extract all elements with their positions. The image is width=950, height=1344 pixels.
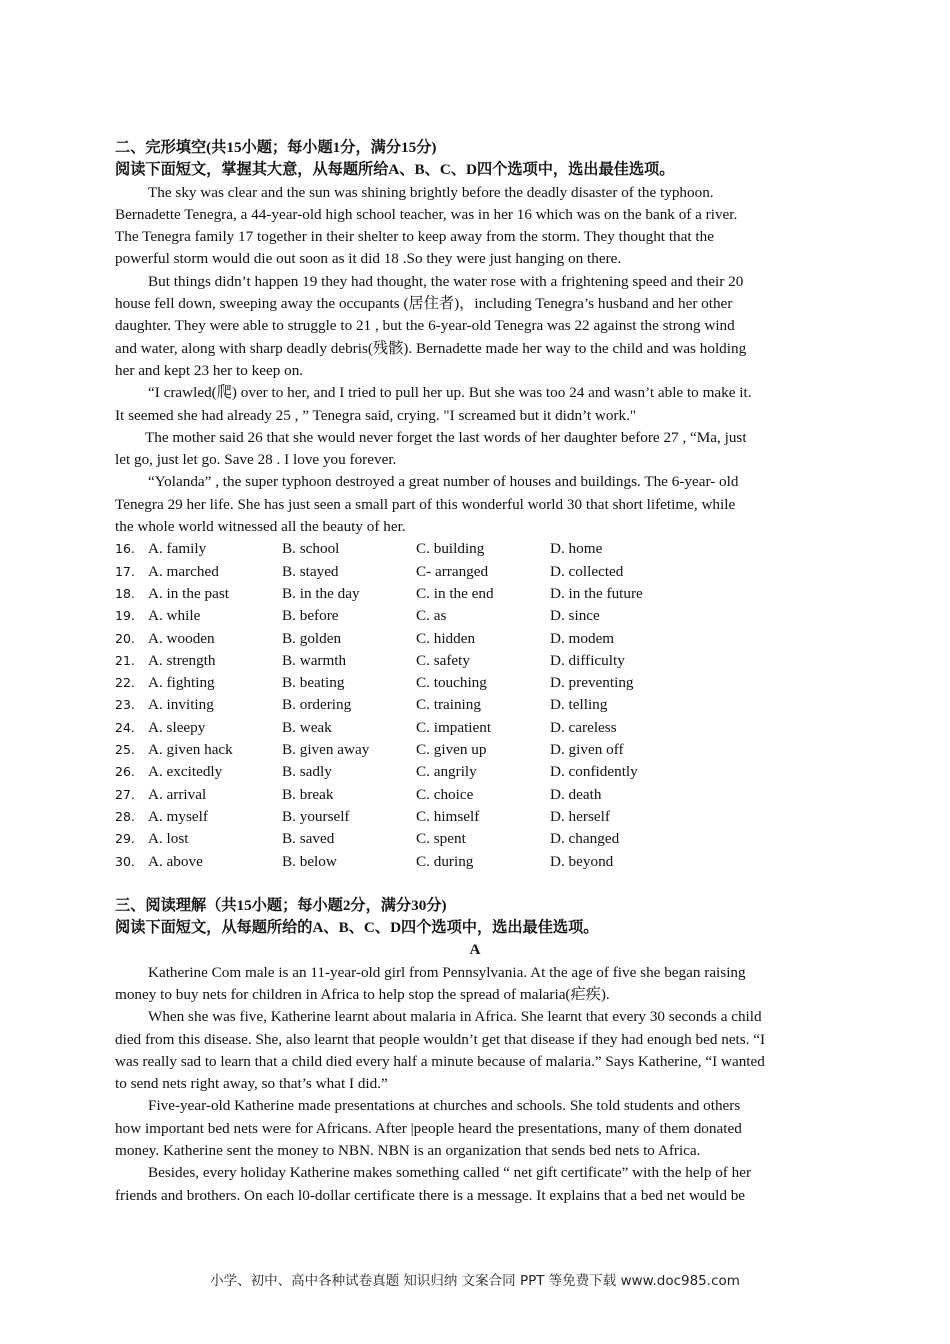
option-a: A. myself [148,807,208,825]
option-d: D. modem [550,629,615,647]
cloze-passage-line: the whole world witnessed all the beauty of her. [115,518,406,536]
option-b: B. break [282,785,334,803]
cloze-passage-line: The mother said 26 that she would never forget the last words of her daughter before 27 , “Ma, just [145,428,747,446]
option-a: A. sleepy [148,718,206,736]
option-a: A. inviting [148,696,214,714]
question-number: 30. [115,853,135,869]
option-d: D. since [550,607,600,625]
option-c: C- arranged [416,562,489,580]
option-b: B. in the day [282,584,360,602]
question-number: 17. [115,563,135,579]
question-row [115,538,835,560]
question-number: 29. [115,831,135,847]
option-d: D. home [550,540,603,558]
option-b: B. ordering [282,696,352,714]
question-row [115,739,835,761]
option-c: C. safety [416,651,470,669]
cloze-passage-line: The Tenegra family 17 together in their shelter to keep away from the storm. They thought that the [115,228,714,246]
reading-passage-line: Besides, every holiday Katherine makes something called “ net gift certificate” with the help of her [148,1164,752,1182]
option-d: D. beyond [550,852,614,870]
option-c: C. touching [416,674,487,692]
reading-passage-line: friends and brothers. On each l0-dollar certificate there is a message. It explains that a bed net would be [115,1186,746,1204]
cloze-passage-line: “I crawled(爬) over to her, and I tried to pull her up. But she was too 24 and wasn’t able to make it. [148,384,752,402]
option-a: A. marched [148,562,219,580]
question-number: 25. [115,742,135,758]
option-c: C. as [416,607,447,625]
reading-passage-line: money. Katherine sent the money to NBN. NBN is an organization that sends bed nets to Africa. [115,1142,701,1160]
option-d: D. preventing [550,674,634,692]
question-number: 24. [115,719,135,735]
option-d: D. difficulty [550,651,625,669]
cloze-passage-line: house fell down, sweeping away the occupants (居住者)，including Tenegra’s husband and her other [115,295,733,313]
cloze-passage-line: daughter. They were able to struggle to 21 , but the 6-year-old Tenegra was 22 against the strong wind [115,317,735,335]
cloze-passage-line: But things didn’t happen 19 they had thought, the water rose with a frightening speed and their 20 [148,272,744,290]
option-c: C. choice [416,785,474,803]
option-b: B. golden [282,629,342,647]
cloze-options [115,538,835,872]
cloze-passage-line: Tenegra 29 her life. She has just seen a small part of this wonderful world 30 that short lifetime, while [115,495,736,513]
option-c: C. training [416,696,481,714]
option-a: A. family [148,540,207,558]
question-number: 20. [115,630,135,646]
question-number: 27. [115,786,135,802]
option-a: A. arrival [148,785,207,803]
option-b: B. weak [282,718,332,736]
reading-passage-line: Five-year-old Katherine made presentations at churches and schools. She told students and others [148,1097,741,1115]
option-c: C. angrily [416,763,477,781]
reading-passage-a [115,962,835,1207]
question-number: 18. [115,585,135,601]
question-row [115,828,835,850]
section-3-instruction: 阅读下面短文，从每题所给的A、B、C、D四个选项中，选出最佳选项。 [115,919,599,937]
question-row [115,561,835,583]
option-b: B. sadly [282,763,332,781]
option-b: B. warmth [282,651,347,669]
question-row [115,851,835,873]
reading-passage-line: died from this disease. She, also learnt that people wouldn’t get that disease if they had enough bed nets. “I [115,1030,766,1048]
option-c: C. given up [416,741,487,759]
question-number: 28. [115,808,135,824]
question-number: 23. [115,697,135,713]
option-d: D. herself [550,807,610,825]
option-d: D. death [550,785,602,803]
question-number: 21. [115,652,135,668]
option-a: A. in the past [148,584,229,602]
cloze-passage-line: powerful storm would die out soon as it did 18 .So they were just hanging on there. [115,250,622,268]
option-c: C. spent [416,830,466,848]
option-d: D. confidently [550,763,638,781]
exam-page [115,137,835,1207]
option-c: C. impatient [416,718,492,736]
question-row [115,583,835,605]
option-b: B. given away [282,741,370,759]
question-number: 16. [115,541,135,557]
reading-passage-line: When she was five, Katherine learnt about malaria in Africa. She learnt that every 30 seconds a child [148,1008,762,1026]
option-a: A. fighting [148,674,215,692]
reading-passage-line: to send nets right away, so that’s what I did.” [115,1075,388,1093]
option-b: B. beating [282,674,345,692]
reading-passage-line: Katherine Com male is an 11-year-old girl from Pennsylvania. At the age of five she began raising [148,963,746,981]
option-b: B. saved [282,830,335,848]
option-c: C. building [416,540,485,558]
option-b: B. before [282,607,339,625]
cloze-passage-line: The sky was clear and the sun was shining brightly before the deadly disaster of the typhoon. [148,183,714,201]
cloze-passage-line: It seemed she had already 25 , ” Tenegra said, crying. "I screamed but it didn’t work." [115,406,637,424]
cloze-passage-line: her and kept 23 her to keep on. [115,361,304,379]
option-c: C. in the end [416,584,494,602]
option-b: B. school [282,540,340,558]
question-row [115,650,835,672]
option-a: A. given hack [148,741,233,759]
cloze-passage-line: Bernadette Tenegra, a 44-year-old high school teacher, was in her 16 which was on the bank of a river. [115,205,738,223]
question-number: 22. [115,675,135,691]
question-row [115,806,835,828]
cloze-passage-line: “Yolanda” , the super typhoon destroyed a great number of houses and buildings. The 6-year- old [148,473,739,491]
question-row [115,761,835,783]
question-row [115,605,835,627]
question-row [115,784,835,806]
cloze-passage-line: let go, just let go. Save 28 . I love you forever. [115,451,397,469]
question-row [115,672,835,694]
section-2-heading: 二、完形填空(共15小题；每小题1分，满分15分) [115,139,437,156]
option-b: B. stayed [282,562,339,580]
option-d: D. changed [550,830,620,848]
question-row [115,628,835,650]
cloze-passage-line: and water, along with sharp deadly debris(残骸). Bernadette made her way to the child and was holding [115,339,747,357]
question-row [115,694,835,716]
question-number: 26. [115,764,135,780]
reading-passage-line: was really sad to learn that a child died every half a minute because of malaria.” Says Katherine, “I wanted [115,1052,765,1070]
option-a: A. while [148,607,201,625]
option-b: B. yourself [282,807,350,825]
option-a: A. lost [148,830,189,848]
option-c: C. hidden [416,629,476,647]
option-d: D. in the future [550,584,643,602]
option-c: C. himself [416,807,480,825]
option-d: D. given off [550,741,624,759]
reading-passage-line: money to buy nets for children in Africa to help stop the spread of malaria(疟疾). [115,985,610,1003]
option-a: A. above [148,852,203,870]
option-b: B. below [282,852,337,870]
cloze-passage [115,182,835,539]
section-2-instruction: 阅读下面短文，掌握其大意，从每题所给A、B、C、D四个选项中，选出最佳选项。 [115,161,675,179]
option-d: D. telling [550,696,608,714]
section-3-heading: 三、阅读理解（共15小题；每小题2分，满分30分) [115,896,447,914]
option-d: D. collected [550,562,624,580]
question-row [115,717,835,739]
option-a: A. excitedly [148,763,223,781]
option-d: D. careless [550,718,617,736]
question-number: 19. [115,608,135,624]
page-footer: 小学、初中、高中各种试卷真题 知识归纳 文案合同 PPT 等免费下载 www.doc985.com [210,1273,740,1289]
option-a: A. strength [148,651,216,669]
option-c: C. during [416,852,474,870]
passage-label: A [469,941,481,959]
reading-passage-line: how important bed nets were for Africans. After |people heard the presentations, many of them donated [115,1119,742,1137]
option-a: A. wooden [148,629,215,647]
